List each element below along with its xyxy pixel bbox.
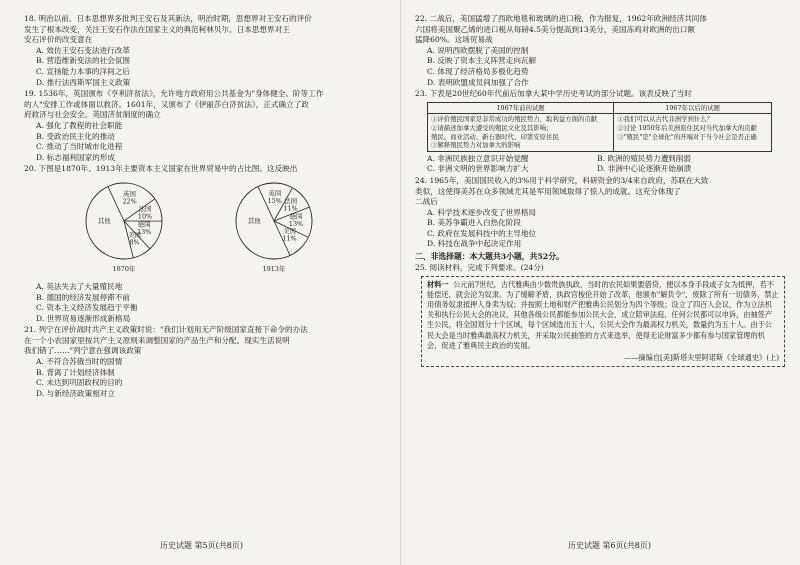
q23-option-d: D. 非洲中心论逐渐开始崩溃 xyxy=(597,164,692,174)
pie-label-美国: 美国 11% xyxy=(282,227,297,243)
q22-option-d: D. 表明欧盟成员间加强了合作 xyxy=(427,77,529,87)
right-page xyxy=(415,14,785,368)
q22-option-c: C. 体现了经济格局多极化趋势 xyxy=(427,66,529,76)
question-23 xyxy=(415,89,785,175)
table-line: ③解释殖民势力对加拿大的影响 xyxy=(431,141,521,150)
q19-option-d: D. 标志福利国家的形成 xyxy=(36,152,115,162)
pie-label-法国: 法国 11% xyxy=(283,196,298,213)
material-text xyxy=(427,280,779,351)
pie-label-美国: 美国 8% xyxy=(128,230,141,247)
q23-options-row xyxy=(427,164,785,175)
q24-option-a: A. 科学技术逐步改变了世界格局 xyxy=(427,207,537,217)
q18-option-c: C. 宣扬能力本事的洋间之后 xyxy=(36,66,130,76)
table-line: ①我们可以从古代非洲学到什么？ xyxy=(617,115,714,124)
table-line: 殖民、商业活动、新石器时代、印第安原住民 xyxy=(431,132,559,141)
pie-label-英国: 英国 15% xyxy=(267,189,282,205)
pie-title: 1870年 xyxy=(112,264,136,273)
question-24 xyxy=(415,176,785,250)
q21-stem-line: 在一个小农国家里按共产主义原则来调整国家的产品生产和分配。现实生活说明 xyxy=(24,335,290,345)
pie-chart-svg xyxy=(24,177,354,281)
table-line: ②讨论 1950年后美洲原住民对当代加拿大的贡献 xyxy=(617,123,757,132)
pie-label-德国: 德国 13% xyxy=(137,220,152,236)
q20-stem-line: 20. 下图是1870年、1913年主要资本主义国家在世界贸易中的占比图。这反映出 xyxy=(24,164,298,174)
q19-option-c: C. 推动了当时城市化进程 xyxy=(36,142,123,152)
table-cell-before xyxy=(428,114,614,151)
section-heading: 二、非选择题：本大题共3小题，共52分。 xyxy=(415,252,564,262)
q21-option-b: B. 背离了计划经济体制 xyxy=(36,367,115,377)
q19-stem-line: 19. 1536年，英国颁布《亨利济贫法》，允许地方政府用公共基金为"身体健全、阶等工作 xyxy=(24,89,324,99)
q18-stem-line: 发生了根本改变，关注王安石作法在国家主义的典范柯林贝尔。日本思想界对王 xyxy=(24,24,290,34)
q19-stem-line: 府救济与社会安全。英国济贫制度的确立 xyxy=(24,110,161,120)
q19-option-b: B. 受政治民主化的推动 xyxy=(36,131,115,141)
pie-label-其他: 其他 xyxy=(97,216,111,225)
q21-option-d: D. 与新经济政策相对立 xyxy=(36,388,115,398)
q18-option-d: D. 推行法西斯军国主义政策 xyxy=(36,77,131,87)
q20-option-c: C. 资本主义经济发展趋于平衡 xyxy=(36,303,138,313)
q19-stem-line: 的人"安排工作或体面以救济。1601年，又颁布了《伊丽莎白济贫法》，正式确立了政 xyxy=(24,99,309,109)
pie-charts xyxy=(24,177,384,281)
q22-stem-line: 22. 二战后，美国猛增了西欧地毯和玻璃的进口税，作为报复，1962年欧洲经济共同体 xyxy=(415,14,707,23)
q20-option-a: A. 英法失去了大量殖民地 xyxy=(36,281,123,291)
pie-label-其他: 其他 xyxy=(247,216,261,225)
q21-option-c: C. 未达到巩固政权的目的 xyxy=(36,378,123,388)
q20-option-b: B. 德国的经济发展停滞不前 xyxy=(36,292,130,302)
question-20 xyxy=(24,164,384,324)
q24-option-b: B. 美苏争霸进入白热化阶段 xyxy=(427,218,521,228)
question-25 xyxy=(415,263,785,367)
table-header-after-1967: 1967年以后的试题 xyxy=(614,102,772,114)
q24-option-d: D. 科技在战争中起决定作用 xyxy=(427,239,522,249)
q22-stem-line: 六国将美国聚乙烯的进口税从每磅4.5美分提高到13美分，美国冻鸡对欧洲的出口额 xyxy=(415,24,695,34)
pie-label-法国: 法国 10% xyxy=(137,204,153,221)
q22-option-b: B. 反映了资本主义阵营走向瓦解 xyxy=(427,56,537,66)
table-cell-after xyxy=(614,114,772,151)
question-21 xyxy=(24,325,384,399)
q19-option-a: A. 强化了教程的社会职能 xyxy=(36,120,123,130)
q23-table xyxy=(427,102,772,152)
q22-stem-line: 猛降60%。这场贸易战 xyxy=(415,35,493,45)
table-line: ②请描述加拿大遭受的殖民文化及其影响； xyxy=(431,123,553,132)
material-label: 材料一 xyxy=(427,279,449,289)
question-22 xyxy=(415,14,785,88)
q25-stem: 25. 阅读材料，完成下列要求。(24分) xyxy=(415,263,544,273)
q23-option-a: A. 非洲民族独立意识开始觉醒 xyxy=(427,153,529,163)
q18-option-b: B. 营造维新变法的社会氛围 xyxy=(36,56,130,66)
material-box xyxy=(421,276,785,367)
q18-stem-line: 安石评价的改变意在 xyxy=(24,35,93,45)
left-page-footer: 历史试题 第5页(共8页) xyxy=(160,541,243,550)
table-line: ①评价殖民国家是非常成功的殖民势力，取利益方面的贡献 xyxy=(431,115,598,124)
pie-label-德国: 德国 13% xyxy=(288,212,304,228)
q18-stem-line: 18. 明治以前，日本思想界多批判王安石及其新法，明治时期，思想界对王安石的评价 xyxy=(24,14,312,23)
q24-stem-line: 类似，这使得美苏在众多领域尤其是军用领域取得了惊人的成就。这充分体现了 xyxy=(415,186,681,196)
q24-stem-line: 24. 1965年，美国国民收入的3%用于科学研究，科研资金的3/4来自政府，苏联在大致 xyxy=(415,175,709,185)
q21-stem-line: 21. 列宁在评价战时共产主义政策时说："我们计划用无产阶级国家直接下命令的办法 xyxy=(24,325,308,335)
q24-stem-line: 二战后 xyxy=(415,197,438,207)
material-body: 公元前7世纪，古代雅典由少数贵族执政，当时的农民如果要借贷，便以本身手段或子女为抵押，若不能偿还，就会沦为奴隶。为了缓解矛盾，执政官梭伦开始了改革，他颁布"解负令"，废除了所有一切债务，禁止用债务奴隶抵押人身卖为奴；并按照土地和财产把雅典公民划分为四个等级；设立了四百人会议，作为立法机关和执行公民大会的决议，其他各级公民都能参加公民大会，成立陪审法庭，任何公民都可以申诉，由抽签产生公民，将全国划分十个区域，每个区域选出五十人，公民大会作为最高权力机关，数量约为五十人。由于公民大会是当时雅典最高权力机关，并采取公民抽签的方式来选举，使得无论财富多少都有参与国家管理的机会，促进了雅典民主政治的发展。 xyxy=(427,279,779,350)
q18-option-a: A. 效仿王安石变法进行改革 xyxy=(36,45,130,55)
page-fold-divider xyxy=(400,0,401,565)
question-19 xyxy=(24,89,384,163)
q21-stem-line: 我们错了……"列宁意在强调该政策 xyxy=(24,346,142,356)
question-18 xyxy=(24,14,384,88)
q20-option-d: D. 世界贸易逐渐形成新格局 xyxy=(36,313,131,323)
q21-option-a: A. 不符合苏俄当时的国情 xyxy=(36,357,123,367)
table-header-before-1967: 1967年前的试题 xyxy=(428,102,614,114)
q23-options-row xyxy=(427,154,785,165)
q23-stem-line: 23. 下表是20世纪60年代前后加拿大某中学历史考试的部分试题。该表反映了当时 xyxy=(415,89,692,99)
q24-option-c: C. 政府在发展科技中的主导地位 xyxy=(427,228,537,238)
pie-label-英国: 英国 22% xyxy=(122,190,137,206)
q22-option-a: A. 说明西欧摆脱了美国的控制 xyxy=(427,45,529,55)
q23-option-b: B. 欧洲的殖民势力遭到削弱 xyxy=(597,153,691,163)
q23-option-c: C. 非洲文明的世界影响力扩大 xyxy=(427,164,529,174)
right-page-footer: 历史试题 第6页(共8页) xyxy=(568,541,651,550)
table-line: ③"殖民"是"全球化"的开端对于当今社会是否正确 xyxy=(617,132,757,141)
pie-title: 1913年 xyxy=(262,264,286,273)
material-source: ——摘编自[美]斯塔夫里阿诺斯《全球通史》(上) xyxy=(624,353,779,363)
left-page xyxy=(24,14,384,400)
